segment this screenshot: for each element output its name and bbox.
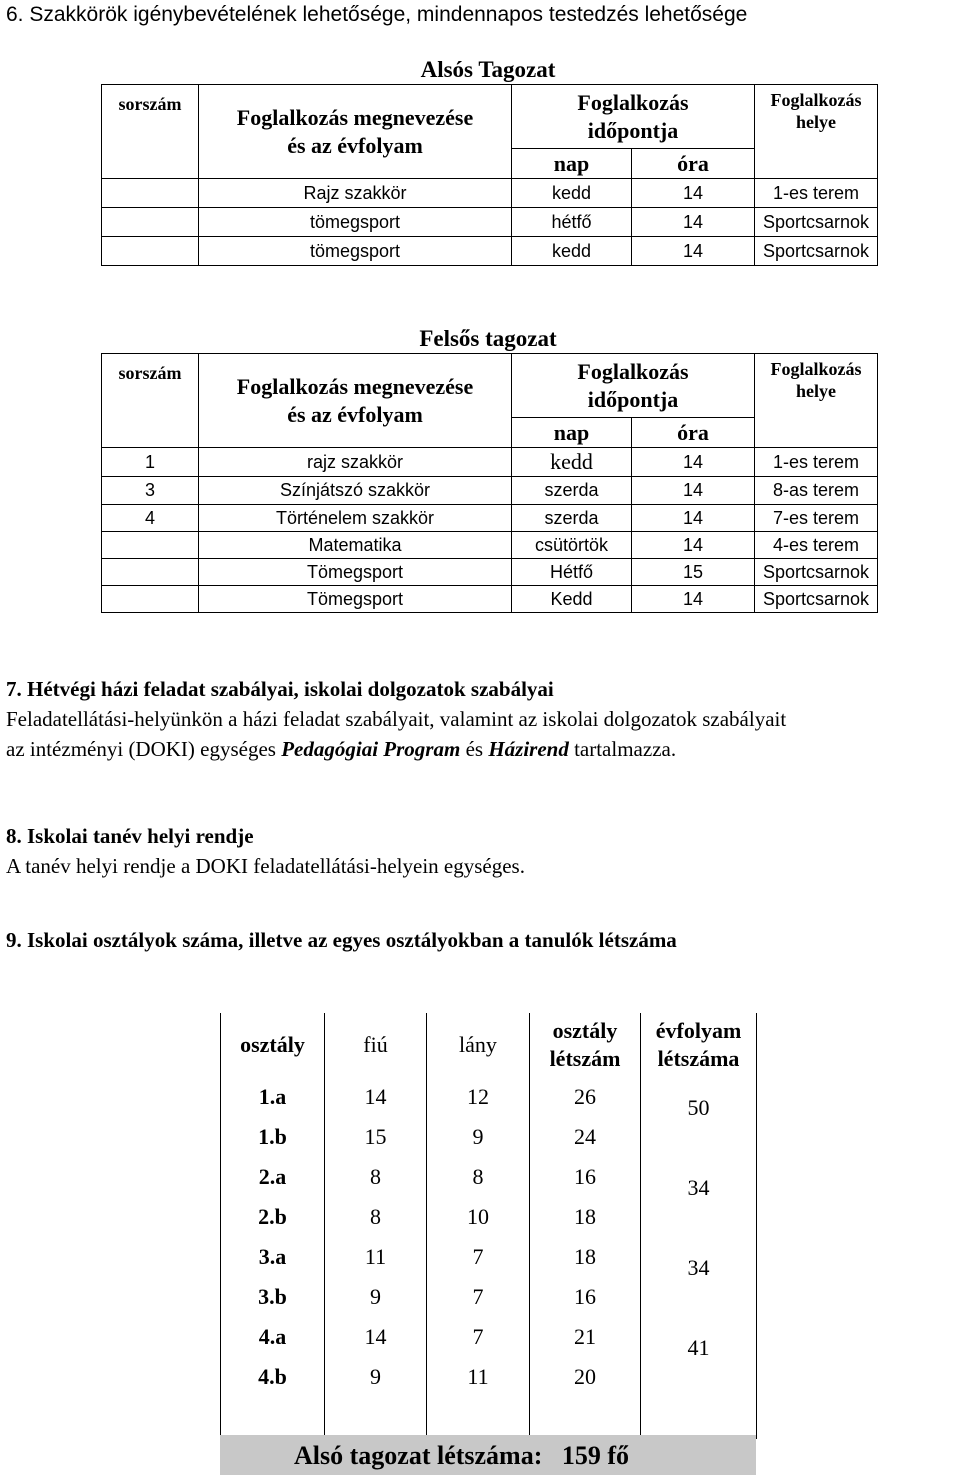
table-row: Tömegsport Hétfő 15 Sportcsarnok <box>102 559 878 586</box>
table-row: 4 Történelem szakkör szerda 14 7-es terem <box>102 505 878 532</box>
table-row: 4.a 14 7 21 41 <box>221 1317 757 1357</box>
sorszam-header: sorszám <box>102 354 199 448</box>
table-row: 1.b 15 9 24 <box>221 1117 757 1157</box>
lower-activity-table <box>101 84 878 266</box>
lower-table-title: Alsós Tagozat <box>420 57 556 82</box>
section8-text: A tanév helyi rendje a DOKI feladatellátási-helyein egységes. <box>6 854 525 878</box>
total-summary-text: Alsó tagozat létszáma: 159 fő <box>294 1441 630 1470</box>
table-row: 3 Színjátszó szakkör szerda 14 8-as terem <box>102 477 878 505</box>
section6-heading: 6. Szakkörök igénybevételének lehetősége, mindennapos testedzés lehetősége <box>6 3 748 26</box>
hour-header: óra <box>632 418 755 448</box>
section8-heading: 8. Iskolai tanév helyi rendje <box>6 824 254 848</box>
day-header: nap <box>512 149 632 179</box>
activity-name-header: Foglalkozás megnevezése és az évfolyam <box>199 85 512 179</box>
activity-name-header: Foglalkozás megnevezése és az évfolyam <box>199 354 512 448</box>
table-row: tömegsport hétfő 14 Sportcsarnok <box>102 208 878 237</box>
sorszam-header: sorszám <box>102 85 199 179</box>
activity-time-header: Foglalkozás időpontja <box>512 85 755 149</box>
year-total-cell: 41 <box>641 1317 757 1397</box>
table-row: tömegsport kedd 14 Sportcsarnok <box>102 237 878 266</box>
girls-header: lány <box>427 1013 530 1077</box>
section7-heading: 7. Hétvégi házi feladat szabályai, iskolai dolgozatok szabályai <box>6 677 554 701</box>
activity-time-header: Foglalkozás időpontja <box>512 354 755 418</box>
table-row: 4.b 9 11 20 <box>221 1357 757 1397</box>
table-row: Tömegsport Kedd 14 Sportcsarnok <box>102 586 878 613</box>
year-total-cell: 34 <box>641 1237 757 1317</box>
activity-place-header: Foglalkozás helye <box>755 85 878 179</box>
table-row: 3.b 9 7 16 <box>221 1277 757 1317</box>
year-total-cell: 50 <box>641 1077 757 1157</box>
upper-activity-table <box>101 353 878 613</box>
table-row: 2.b 8 10 18 <box>221 1197 757 1237</box>
section7-paragraph: Feladatellátási-helyünkön a házi feladat szabályait, valamint az iskolai dolgozatok szabályait az intézményi (DOKI) egységes Pedagógiai Program és Házirend tartalmazza. <box>6 707 787 761</box>
day-header: nap <box>512 418 632 448</box>
class-header: osztály <box>221 1013 325 1077</box>
table-row: Matematika csütörtök 14 4-es terem <box>102 532 878 559</box>
class-total-header: osztály létszám <box>530 1013 641 1077</box>
table-row: 1.a 14 12 26 50 <box>221 1077 757 1117</box>
pedagogiai-program-emphasis: Pedagógiai Program <box>281 737 461 761</box>
table-row: 3.a 11 7 18 34 <box>221 1237 757 1277</box>
section9-heading: 9. Iskolai osztályok száma, illetve az egyes osztályokban a tanulók létszáma <box>6 928 677 952</box>
class-size-table <box>220 1013 757 1439</box>
table-row: Rajz szakkör kedd 14 1-es terem <box>102 179 878 208</box>
upper-table-title: Felsős tagozat <box>419 326 557 351</box>
year-total-cell: 34 <box>641 1157 757 1237</box>
hazirend-emphasis: Házirend <box>488 737 569 761</box>
activity-place-header: Foglalkozás helye <box>755 354 878 448</box>
year-total-header: évfolyam létszáma <box>641 1013 757 1077</box>
total-summary-bar <box>220 1435 756 1475</box>
hour-header: óra <box>632 149 755 179</box>
table-row: 2.a 8 8 16 34 <box>221 1157 757 1197</box>
boys-header: fiú <box>325 1013 427 1077</box>
table-row: 1 rajz szakkör kedd 14 1-es terem <box>102 448 878 477</box>
